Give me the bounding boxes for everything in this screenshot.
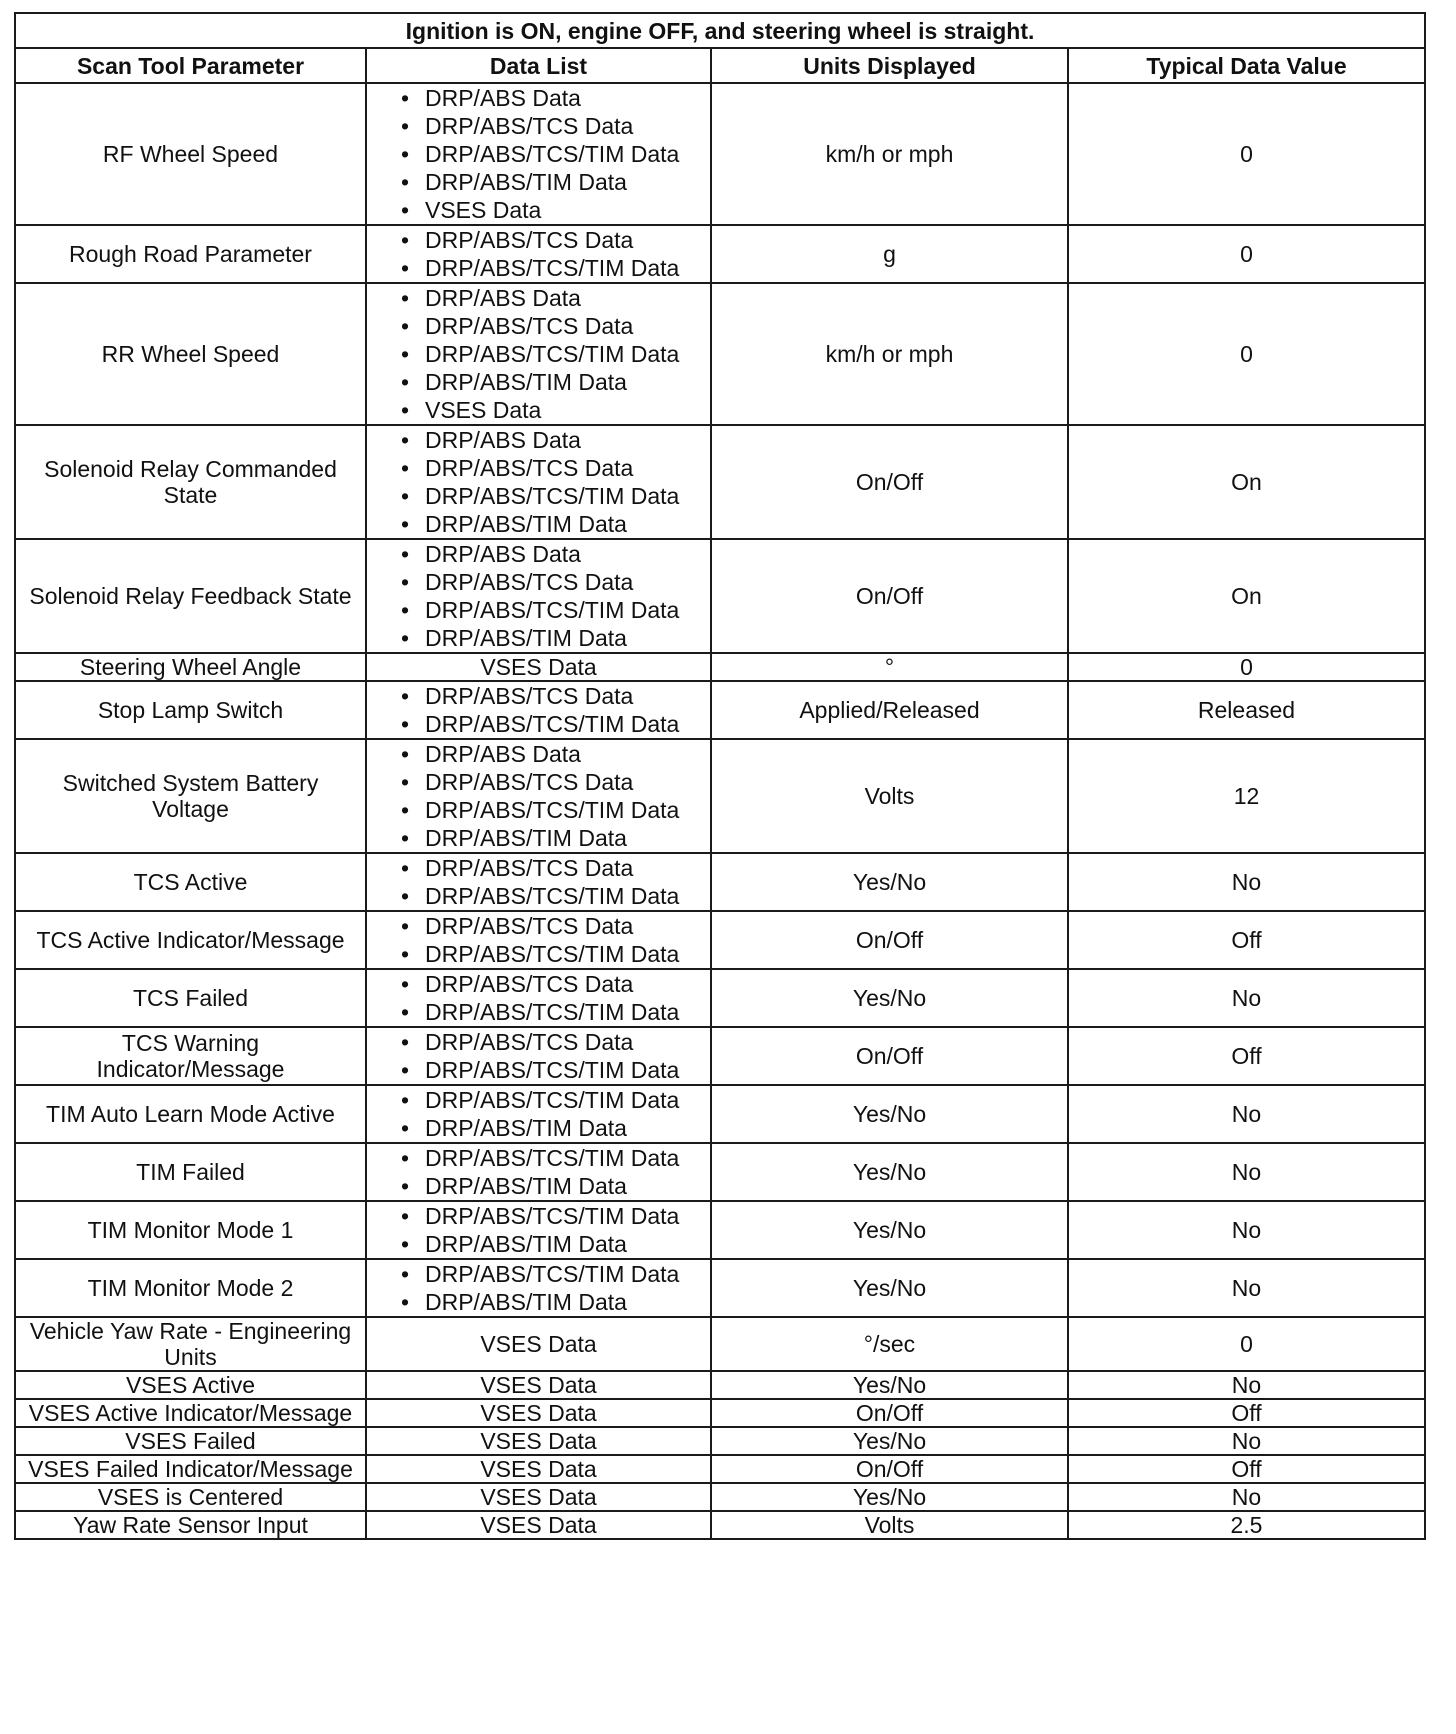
- data-list-item: • DRP/ABS/TCS/TIM Data: [397, 710, 704, 738]
- data-list-item: VSES Data: [480, 1456, 597, 1482]
- cell-typical-value: On: [1068, 425, 1425, 539]
- cell-units: km/h or mph: [711, 283, 1068, 425]
- cell-data-list: [366, 853, 711, 911]
- data-list-item: • VSES Data: [397, 196, 704, 224]
- parameter-name: Solenoid Relay Feedback State: [29, 583, 352, 609]
- data-list-item: VSES Data: [480, 654, 597, 680]
- cell-typical-value: 2.5: [1068, 1511, 1425, 1539]
- data-list-item: • DRP/ABS/TCS/TIM Data: [397, 596, 704, 624]
- table-row: [15, 1085, 1425, 1143]
- cell-parameter: [15, 653, 366, 681]
- table-row: [15, 1317, 1425, 1371]
- data-list-item: • DRP/ABS/TCS/TIM Data: [397, 140, 704, 168]
- data-list: [397, 1260, 704, 1316]
- cell-typical-value: No: [1068, 1427, 1425, 1455]
- cell-data-list: [366, 1511, 711, 1539]
- cell-typical-value: No: [1068, 1259, 1425, 1317]
- cell-units: Yes/No: [711, 1143, 1068, 1201]
- parameter-name: RF Wheel Speed: [102, 141, 279, 167]
- cell-data-list: [366, 911, 711, 969]
- data-list-item: • DRP/ABS/TCS Data: [397, 1028, 704, 1056]
- data-list-item: • DRP/ABS/TCS/TIM Data: [397, 482, 704, 510]
- cell-parameter: [15, 969, 366, 1027]
- data-list: [397, 1028, 704, 1084]
- cell-parameter: [15, 1085, 366, 1143]
- cell-data-list: [366, 1259, 711, 1317]
- cell-parameter: [15, 1427, 366, 1455]
- parameter-name: VSES Active Indicator/Message: [28, 1400, 353, 1426]
- data-list: [397, 426, 704, 538]
- cell-data-list: [366, 1143, 711, 1201]
- parameter-name: Vehicle Yaw Rate - Engineering Units: [29, 1318, 352, 1370]
- data-list: [397, 1202, 704, 1258]
- cell-data-list: [366, 739, 711, 853]
- data-list-item: • DRP/ABS/TIM Data: [397, 368, 704, 396]
- data-list-item: • DRP/ABS/TIM Data: [397, 168, 704, 196]
- table-row: [15, 1201, 1425, 1259]
- data-list: [397, 970, 704, 1026]
- cell-typical-value: No: [1068, 1483, 1425, 1511]
- cell-parameter: [15, 539, 366, 653]
- data-list-item: • DRP/ABS/TCS/TIM Data: [397, 882, 704, 910]
- cell-units: On/Off: [711, 1399, 1068, 1427]
- cell-typical-value: No: [1068, 969, 1425, 1027]
- cell-data-list: [366, 1085, 711, 1143]
- cell-units: Yes/No: [711, 1371, 1068, 1399]
- data-list-item: • DRP/ABS Data: [397, 426, 704, 454]
- cell-parameter: [15, 1371, 366, 1399]
- cell-parameter: [15, 1259, 366, 1317]
- cell-typical-value: 0: [1068, 653, 1425, 681]
- parameter-name: Stop Lamp Switch: [97, 697, 284, 723]
- parameter-name: TCS Active: [133, 869, 248, 895]
- cell-data-list: [366, 1027, 711, 1085]
- data-list-item: VSES Data: [480, 1400, 597, 1426]
- col-header-typical-value: Typical Data Value: [1068, 48, 1425, 83]
- cell-typical-value: Released: [1068, 681, 1425, 739]
- cell-typical-value: Off: [1068, 1027, 1425, 1085]
- table-row: [15, 1399, 1425, 1427]
- cell-data-list: [366, 1317, 711, 1371]
- col-header-units: Units Displayed: [711, 48, 1068, 83]
- data-list: [397, 682, 704, 738]
- cell-typical-value: 0: [1068, 1317, 1425, 1371]
- cell-typical-value: Off: [1068, 911, 1425, 969]
- table-row: [15, 283, 1425, 425]
- cell-parameter: [15, 1455, 366, 1483]
- cell-units: Yes/No: [711, 1259, 1068, 1317]
- parameter-name: Switched System Battery Voltage: [62, 770, 319, 822]
- cell-parameter: [15, 83, 366, 225]
- cell-data-list: [366, 681, 711, 739]
- cell-data-list: [366, 1399, 711, 1427]
- parameter-name: TIM Failed: [136, 1159, 245, 1185]
- cell-units: On/Off: [711, 1027, 1068, 1085]
- cell-units: On/Off: [711, 1455, 1068, 1483]
- data-list-item: • DRP/ABS/TCS Data: [397, 912, 704, 940]
- table-row: [15, 1143, 1425, 1201]
- data-list-item: • VSES Data: [397, 396, 704, 424]
- cell-data-list: [366, 425, 711, 539]
- parameter-name: TCS Active Indicator/Message: [36, 927, 345, 953]
- data-list: [397, 84, 704, 224]
- parameter-name: RR Wheel Speed: [101, 341, 280, 367]
- data-list-item: • DRP/ABS/TIM Data: [397, 1230, 704, 1258]
- table-row: [15, 83, 1425, 225]
- cell-units: Yes/No: [711, 1201, 1068, 1259]
- table-row: [15, 1455, 1425, 1483]
- data-list-item: • DRP/ABS/TCS/TIM Data: [397, 1260, 704, 1288]
- data-list-item: • DRP/ABS/TCS Data: [397, 854, 704, 882]
- cell-data-list: [366, 539, 711, 653]
- parameter-name: VSES Failed: [125, 1428, 256, 1454]
- table-row: [15, 653, 1425, 681]
- table-row: [15, 853, 1425, 911]
- data-list: [397, 284, 704, 424]
- scan-tool-data-table: [14, 12, 1426, 1540]
- table-body: [15, 83, 1425, 1539]
- parameter-name: VSES Failed Indicator/Message: [28, 1456, 353, 1482]
- cell-parameter: [15, 853, 366, 911]
- cell-units: On/Off: [711, 425, 1068, 539]
- data-list-item: • DRP/ABS/TIM Data: [397, 824, 704, 852]
- table-row: [15, 425, 1425, 539]
- cell-data-list: [366, 83, 711, 225]
- table-row: [15, 911, 1425, 969]
- parameter-name: Rough Road Parameter: [69, 241, 312, 267]
- cell-data-list: [366, 1427, 711, 1455]
- table-row: [15, 539, 1425, 653]
- data-list: [397, 740, 704, 852]
- cell-units: °/sec: [711, 1317, 1068, 1371]
- cell-typical-value: No: [1068, 1201, 1425, 1259]
- table-row: [15, 1483, 1425, 1511]
- cell-parameter: [15, 425, 366, 539]
- cell-data-list: [366, 969, 711, 1027]
- cell-parameter: [15, 1317, 366, 1371]
- cell-parameter: [15, 1511, 366, 1539]
- cell-typical-value: No: [1068, 1143, 1425, 1201]
- table-row: [15, 1511, 1425, 1539]
- cell-parameter: [15, 1399, 366, 1427]
- data-list: [397, 1144, 704, 1200]
- cell-units: Applied/Released: [711, 681, 1068, 739]
- parameter-name: TIM Monitor Mode 2: [87, 1275, 294, 1301]
- table-row: [15, 225, 1425, 283]
- cell-data-list: [366, 1483, 711, 1511]
- data-list-item: • DRP/ABS/TCS Data: [397, 454, 704, 482]
- cell-parameter: [15, 1201, 366, 1259]
- data-list-item: • DRP/ABS Data: [397, 740, 704, 768]
- data-list-item: • DRP/ABS/TCS Data: [397, 970, 704, 998]
- data-list-item: • DRP/ABS/TCS/TIM Data: [397, 340, 704, 368]
- data-list-item: • DRP/ABS/TCS/TIM Data: [397, 998, 704, 1026]
- data-list-item: • DRP/ABS/TIM Data: [397, 510, 704, 538]
- data-list-item: • DRP/ABS/TCS Data: [397, 768, 704, 796]
- data-list-item: • DRP/ABS/TCS Data: [397, 312, 704, 340]
- data-list-item: • DRP/ABS/TCS/TIM Data: [397, 1086, 704, 1114]
- data-list-item: • DRP/ABS/TCS/TIM Data: [397, 254, 704, 282]
- data-list: [397, 1086, 704, 1142]
- cell-units: Yes/No: [711, 1483, 1068, 1511]
- parameter-name: TIM Monitor Mode 1: [87, 1217, 294, 1243]
- data-list-item: • DRP/ABS Data: [397, 284, 704, 312]
- data-list-item: • DRP/ABS Data: [397, 84, 704, 112]
- cell-parameter: [15, 1027, 366, 1085]
- data-list-item: • DRP/ABS/TIM Data: [397, 1172, 704, 1200]
- parameter-name: Steering Wheel Angle: [79, 654, 302, 680]
- table-row: [15, 1027, 1425, 1085]
- cell-units: Volts: [711, 1511, 1068, 1539]
- parameter-name: VSES is Centered: [97, 1484, 284, 1510]
- cell-units: Yes/No: [711, 1085, 1068, 1143]
- cell-parameter: [15, 1143, 366, 1201]
- cell-units: Yes/No: [711, 969, 1068, 1027]
- cell-parameter: [15, 739, 366, 853]
- data-list: [397, 540, 704, 652]
- cell-parameter: [15, 681, 366, 739]
- col-header-data-list: Data List: [366, 48, 711, 83]
- data-list-item: • DRP/ABS/TIM Data: [397, 1114, 704, 1142]
- cell-typical-value: On: [1068, 539, 1425, 653]
- data-list-item: • DRP/ABS/TCS Data: [397, 226, 704, 254]
- cell-typical-value: 0: [1068, 283, 1425, 425]
- data-list-item: VSES Data: [480, 1331, 597, 1357]
- parameter-name: Solenoid Relay Commanded State: [44, 456, 337, 508]
- table-row: [15, 681, 1425, 739]
- data-list-item: • DRP/ABS/TCS Data: [397, 682, 704, 710]
- cell-units: °: [711, 653, 1068, 681]
- data-list: [397, 226, 704, 282]
- cell-units: Volts: [711, 739, 1068, 853]
- data-list-item: • DRP/ABS/TCS/TIM Data: [397, 1202, 704, 1230]
- cell-parameter: [15, 225, 366, 283]
- data-list: [397, 912, 704, 968]
- cell-units: On/Off: [711, 911, 1068, 969]
- cell-data-list: [366, 653, 711, 681]
- cell-data-list: [366, 283, 711, 425]
- data-list-item: VSES Data: [480, 1372, 597, 1398]
- cell-parameter: [15, 283, 366, 425]
- cell-units: km/h or mph: [711, 83, 1068, 225]
- cell-parameter: [15, 1483, 366, 1511]
- table-row: [15, 739, 1425, 853]
- data-list-item: • DRP/ABS/TCS/TIM Data: [397, 796, 704, 824]
- cell-typical-value: No: [1068, 853, 1425, 911]
- cell-units: Yes/No: [711, 853, 1068, 911]
- data-list-item: • DRP/ABS/TCS Data: [397, 112, 704, 140]
- table-condition: Ignition is ON, engine OFF, and steering wheel is straight.: [15, 13, 1425, 48]
- parameter-name: TCS Warning Indicator/Message: [96, 1030, 285, 1082]
- table-row: [15, 1371, 1425, 1399]
- table-row: [15, 1259, 1425, 1317]
- cell-data-list: [366, 1371, 711, 1399]
- data-list-item: • DRP/ABS/TCS/TIM Data: [397, 940, 704, 968]
- data-list-item: • DRP/ABS Data: [397, 540, 704, 568]
- data-list-item: VSES Data: [480, 1428, 597, 1454]
- data-list-item: • DRP/ABS/TIM Data: [397, 624, 704, 652]
- cell-typical-value: No: [1068, 1371, 1425, 1399]
- parameter-name: VSES Active: [125, 1372, 256, 1398]
- cell-typical-value: Off: [1068, 1399, 1425, 1427]
- data-list-item: • DRP/ABS/TCS Data: [397, 568, 704, 596]
- data-list-item: VSES Data: [480, 1512, 597, 1538]
- cell-typical-value: Off: [1068, 1455, 1425, 1483]
- cell-typical-value: 0: [1068, 83, 1425, 225]
- cell-typical-value: 12: [1068, 739, 1425, 853]
- data-list-item: • DRP/ABS/TCS/TIM Data: [397, 1144, 704, 1172]
- parameter-name: TCS Failed: [132, 985, 249, 1011]
- cell-parameter: [15, 911, 366, 969]
- table-row: [15, 1427, 1425, 1455]
- cell-data-list: [366, 1455, 711, 1483]
- data-list-item: • DRP/ABS/TCS/TIM Data: [397, 1056, 704, 1084]
- data-list-item: • DRP/ABS/TIM Data: [397, 1288, 704, 1316]
- cell-units: Yes/No: [711, 1427, 1068, 1455]
- cell-units: On/Off: [711, 539, 1068, 653]
- parameter-name: Yaw Rate Sensor Input: [73, 1512, 308, 1538]
- data-list-item: VSES Data: [480, 1484, 597, 1510]
- parameter-name: TIM Auto Learn Mode Active: [46, 1101, 335, 1127]
- table-row: [15, 969, 1425, 1027]
- cell-typical-value: 0: [1068, 225, 1425, 283]
- data-list: [397, 854, 704, 910]
- cell-units: g: [711, 225, 1068, 283]
- cell-typical-value: No: [1068, 1085, 1425, 1143]
- cell-data-list: [366, 1201, 711, 1259]
- col-header-parameter: Scan Tool Parameter: [15, 48, 366, 83]
- cell-data-list: [366, 225, 711, 283]
